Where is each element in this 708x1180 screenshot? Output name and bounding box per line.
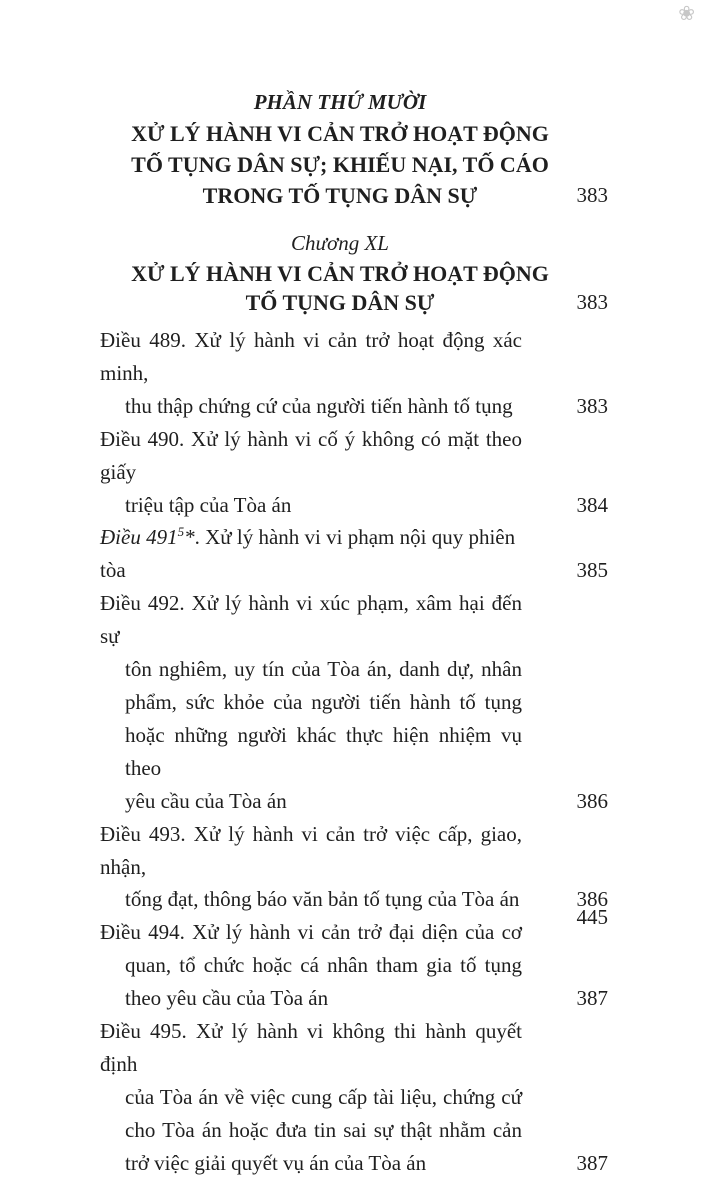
toc-entry: [100, 521, 608, 587]
toc-entry-line: Điều 495. Xử lý hành vi không thi hành quyết định: [100, 1019, 522, 1076]
toc-entry: [100, 423, 608, 522]
toc-entry-line: trở việc giải quyết vụ án của Tòa án: [125, 1150, 427, 1175]
toc-entries: [100, 324, 608, 1180]
toc-entry-line: của Tòa án về việc cung cấp tài liệu, chứng cứ: [125, 1084, 522, 1109]
toc-entry-page: 383: [576, 393, 608, 418]
toc-entry-line: tôn nghiêm, uy tín của Tòa án, danh dự, nhân: [125, 657, 522, 682]
chapter-number-line: Chương XL: [291, 231, 389, 255]
chapter-page-number: 383: [576, 290, 608, 314]
folio-page-number: 445: [576, 905, 608, 929]
part-page-number: 383: [576, 183, 608, 207]
toc-entry-line: cho Tòa án hoặc đưa tin sai sự thật nhằm cản: [125, 1117, 522, 1142]
toc-entry: [100, 587, 608, 817]
toc-entry-line: Điều 493. Xử lý hành vi cản trở việc cấp, giao, nhận,: [100, 821, 522, 879]
flower-ornament-icon: ❀: [678, 1, 695, 25]
part-title-line: TỐ TỤNG DÂN SỰ; KHIẾU NẠI, TỐ CÁO: [131, 152, 549, 177]
toc-entry-page: 386: [576, 788, 608, 813]
toc-entry-line: Điều 494. Xử lý hành vi cản trở đại diện của cơ: [100, 920, 522, 945]
toc-entry-line: theo yêu cầu của Tòa án: [125, 986, 329, 1011]
toc-entry-page: 387: [576, 986, 608, 1011]
toc-entry-line: triệu tập của Tòa án: [125, 492, 292, 517]
toc-entry-line: tống đạt, thông báo văn bản tố tụng của Tòa án: [125, 887, 520, 912]
toc-entry-page: 385: [576, 558, 608, 583]
toc-entry-line: Điều 492. Xử lý hành vi xúc phạm, xâm hại đến sự: [100, 591, 522, 649]
chapter-title-last-line: [100, 288, 608, 318]
toc-entry-line: Điều $491^5*$. Xử lý hành vi vi phạm nội quy phiên tòa: [100, 524, 516, 583]
toc-entry-line: hoặc những người khác thực hiện nhiệm vụ theo: [125, 722, 522, 780]
toc-entry-line: phẩm, sức khỏe của người tiến hành tố tụng: [125, 689, 522, 714]
toc-entry-page: 386: [576, 887, 608, 912]
toc-entry-line: quan, tổ chức hoặc cá nhân tham gia tố tụng: [125, 953, 522, 978]
toc-entry-line: Điều 490. Xử lý hành vi cố ý không có mặt theo giấy: [100, 426, 522, 484]
toc-entry-page: 384: [576, 492, 608, 517]
toc-entry-line: thu thập chứng cứ của người tiến hành tố tụng: [125, 393, 513, 418]
toc-entry-line: yêu cầu của Tòa án: [125, 788, 287, 813]
chapter-title-line: TỐ TỤNG DÂN SỰ: [245, 290, 435, 315]
chapter-header: [100, 229, 608, 318]
toc-entry: [100, 324, 608, 423]
part-header: [100, 87, 608, 211]
toc-entry-line: Điều 489. Xử lý hành vi cản trở hoạt động xác minh,: [100, 328, 522, 385]
chapter-title-line: XỬ LÝ HÀNH VI CẢN TRỞ HOẠT ĐỘNG: [131, 260, 549, 286]
toc-entry-page: 387: [576, 1150, 608, 1175]
part-title-line: TRONG TỐ TỤNG DÂN SỰ: [202, 183, 478, 208]
part-number-line: PHẦN THỨ MƯỜI: [253, 90, 427, 114]
toc-entry: [100, 1015, 608, 1180]
part-title-last-line: [100, 180, 608, 211]
part-title-line: XỬ LÝ HÀNH VI CẢN TRỞ HOẠT ĐỘNG: [131, 121, 549, 146]
